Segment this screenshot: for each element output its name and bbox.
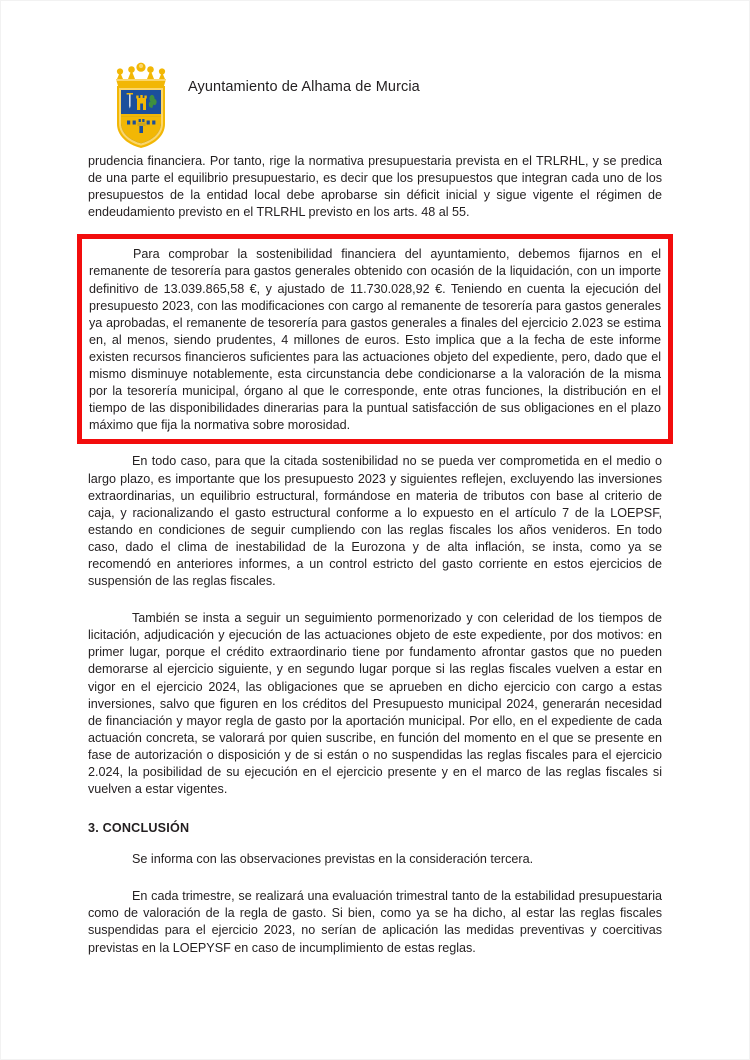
paragraph-prudencia-financiera: prudencia financiera. Por tanto, rige la normativa presupuestaria prevista en el TRLRHL, y se predica de una parte el equilibrio presupuestario, es decir que los presupuestos que integran cada uno de los presupuestos de la entidad local debe aprobarse sin déficit inicial y sigue vigente el régimen de endeudamiento previsto en el TRLRHL previsto en los arts. 48 al 55. — [88, 154, 662, 220]
highlighted-paragraph-box — [77, 234, 673, 444]
paragraph-tambien-se-insta: También se insta a seguir un seguimiento pormenorizado y con celeridad de los tiempos de licitación, adjudicación y ejecución de las actuaciones objeto de este expediente, por dos motivos: en primer lugar, porque el crédito extraordinario tiene por fundamento afrontar gastos que no pueden demorarse al ejercicio siguiente, y en segundo lugar porque si las reglas fiscales vuelven a estar en vigor en el ejercicio 2024, las obligaciones que se aprueben en dicho ejercicio con cargo a estas inversiones, salvo que figuren en los créditos del Presupuesto municipal 2024, generarán necesidad de financiación y mayor regla de gasto por la aportación municipal. Por ello, en el expediente de cada actuación concreta, se valorará por quien suscribe, en función del momento en el que se presente en fase de autorización o disposición y de si están o no suspendidas las reglas fiscales para el ejercicio 2.024, la posibilidad de su ejecución en el ejercicio presente y en el marco de las reglas fiscales si vuelven a estar vigentes. — [88, 611, 662, 797]
document-header — [108, 62, 420, 150]
coat-of-arms-icon — [108, 62, 174, 150]
organization-title: Ayuntamiento de Alhama de Murcia — [188, 79, 420, 95]
paragraph-en-cada-trimestre: En cada trimestre, se realizará una evaluación trimestral tanto de la estabilidad presupuestaria como de valoración de la regla de gasto. Si bien, como ya se ha dicho, al estar las reglas fiscales suspendidas para el ejercicio 2023, no serían de aplicación las medidas preventivas y coercitivas previstas en la LOEPYSF en caso de incumplimiento de estas reglas. — [88, 889, 662, 955]
document-body — [88, 153, 662, 970]
paragraph-en-todo-caso: En todo caso, para que la citada sostenibilidad no se pueda ver comprometida en el medio o largo plazo, es importante que los presupuesto 2023 y siguientes reflejen, excluyendo las inversiones extraordinarias, un equilibrio estructural, formándose en materia de tributos con base al criterio de caja, y racionalizando el gasto estructural conforme a lo expuesto en el artículo 7 de la LOEPSF, estando en condiciones de seguir cumpliendo con las reglas fiscales los años venideros. En todo caso, dado el clima de inestabilidad de la Eurozona y de alta inflación, se insta, como ya se recomendó en anteriores informes, a un control estricto del gasto corriente en estos ejercicios de suspensión de las reglas fiscales. — [88, 454, 662, 589]
paragraph-se-informa: Se informa con las observaciones previstas en la consideración tercera. — [132, 852, 534, 867]
paragraph-spacer — [88, 603, 662, 610]
paragraph-sostenibilidad-financiera: Para comprobar la sostenibilidad financiera del ayuntamiento, debemos fijarnos en el remanente de tesorería para gastos generales obtenido con ocasión de la liquidación, con un importe definitivo de 13.039.865,58 €, y ajustado de 11.730.028,92 €. Teniendo en cuenta la ejecución del presupuesto 2023, con las modificaciones con cargo al remanente de tesorería para gastos generales ya aprobadas, el remanente de tesorería para gastos generales a finales del ejercicio 2.023 se estima en, al menos, siendo prudentes, 4 millones de euros. Esto implica que a la fecha de este informe existen recursos financieros suficientes para las actuaciones objeto del expediente, pero, dado que el mismo disminuye notablemente, esta circunstancia debe condicionarse a la valoración de la misma por la tesorería municipal, órgano al que le corresponde, ente otras funciones, la distribución en el tiempo de las disponibilidades dinerarias para la puntual satisfacción de sus obligaciones en el plazo máximo que fija la normativa sobre morosidad. — [89, 247, 661, 433]
paragraph-spacer-2 — [88, 881, 662, 888]
heading-conclusion: 3. CONCLUSIÓN — [88, 821, 190, 836]
